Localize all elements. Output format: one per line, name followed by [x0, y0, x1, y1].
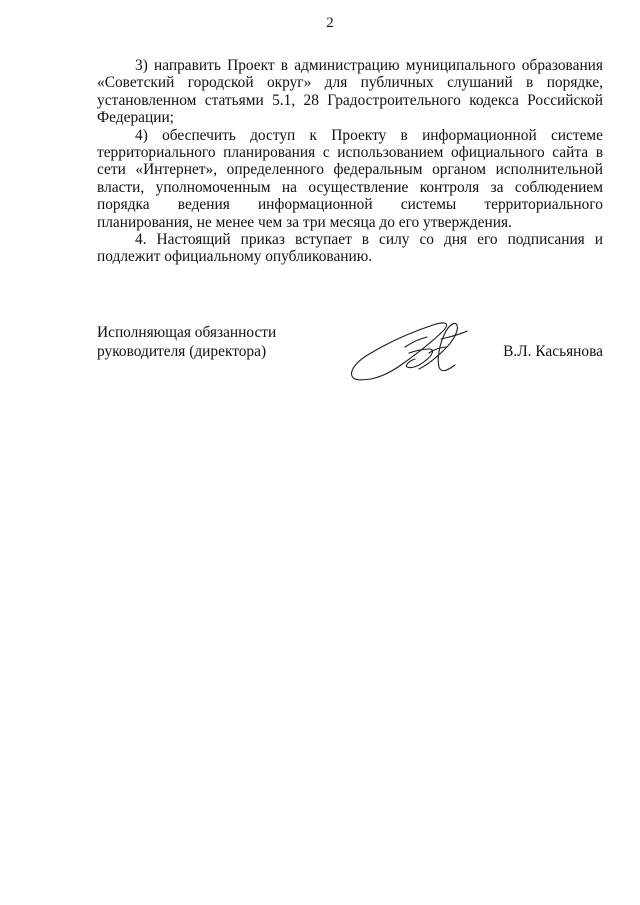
signer-title-line-1: Исполняющая обязанности	[97, 324, 277, 341]
page-number: 2	[326, 15, 334, 31]
paragraph-effective-date: 4. Настоящий приказ вступает в силу со дня его подписания и подлежит официальному опубликованию.	[97, 231, 603, 266]
document-body	[97, 57, 603, 266]
signature-block	[97, 323, 603, 393]
signer-title	[97, 323, 276, 361]
signer-name: В.Л. Касьянова	[503, 343, 603, 360]
paragraph-item-3: 3) направить Проект в администрацию муниципального образования «Советский городской округ» для публичных слушаний в порядке, установленном статьями 5.1, 28 Градостроительного кодекса Российской Федерации;	[97, 57, 603, 127]
handwritten-signature	[345, 309, 475, 389]
paragraph-item-4: 4) обеспечить доступ к Проекту в информационной системе территориального планирования с использованием официального сайта в сети «Интернет», определенного федеральным органом исполнительной власти, уполномоченным на осуществление контроля за соблюдением порядка ведения информационной системы территориального планирования, не менее чем за три месяца до его утверждения.	[97, 126, 603, 231]
signer-title-line-2: руководителя (директора)	[97, 343, 267, 360]
